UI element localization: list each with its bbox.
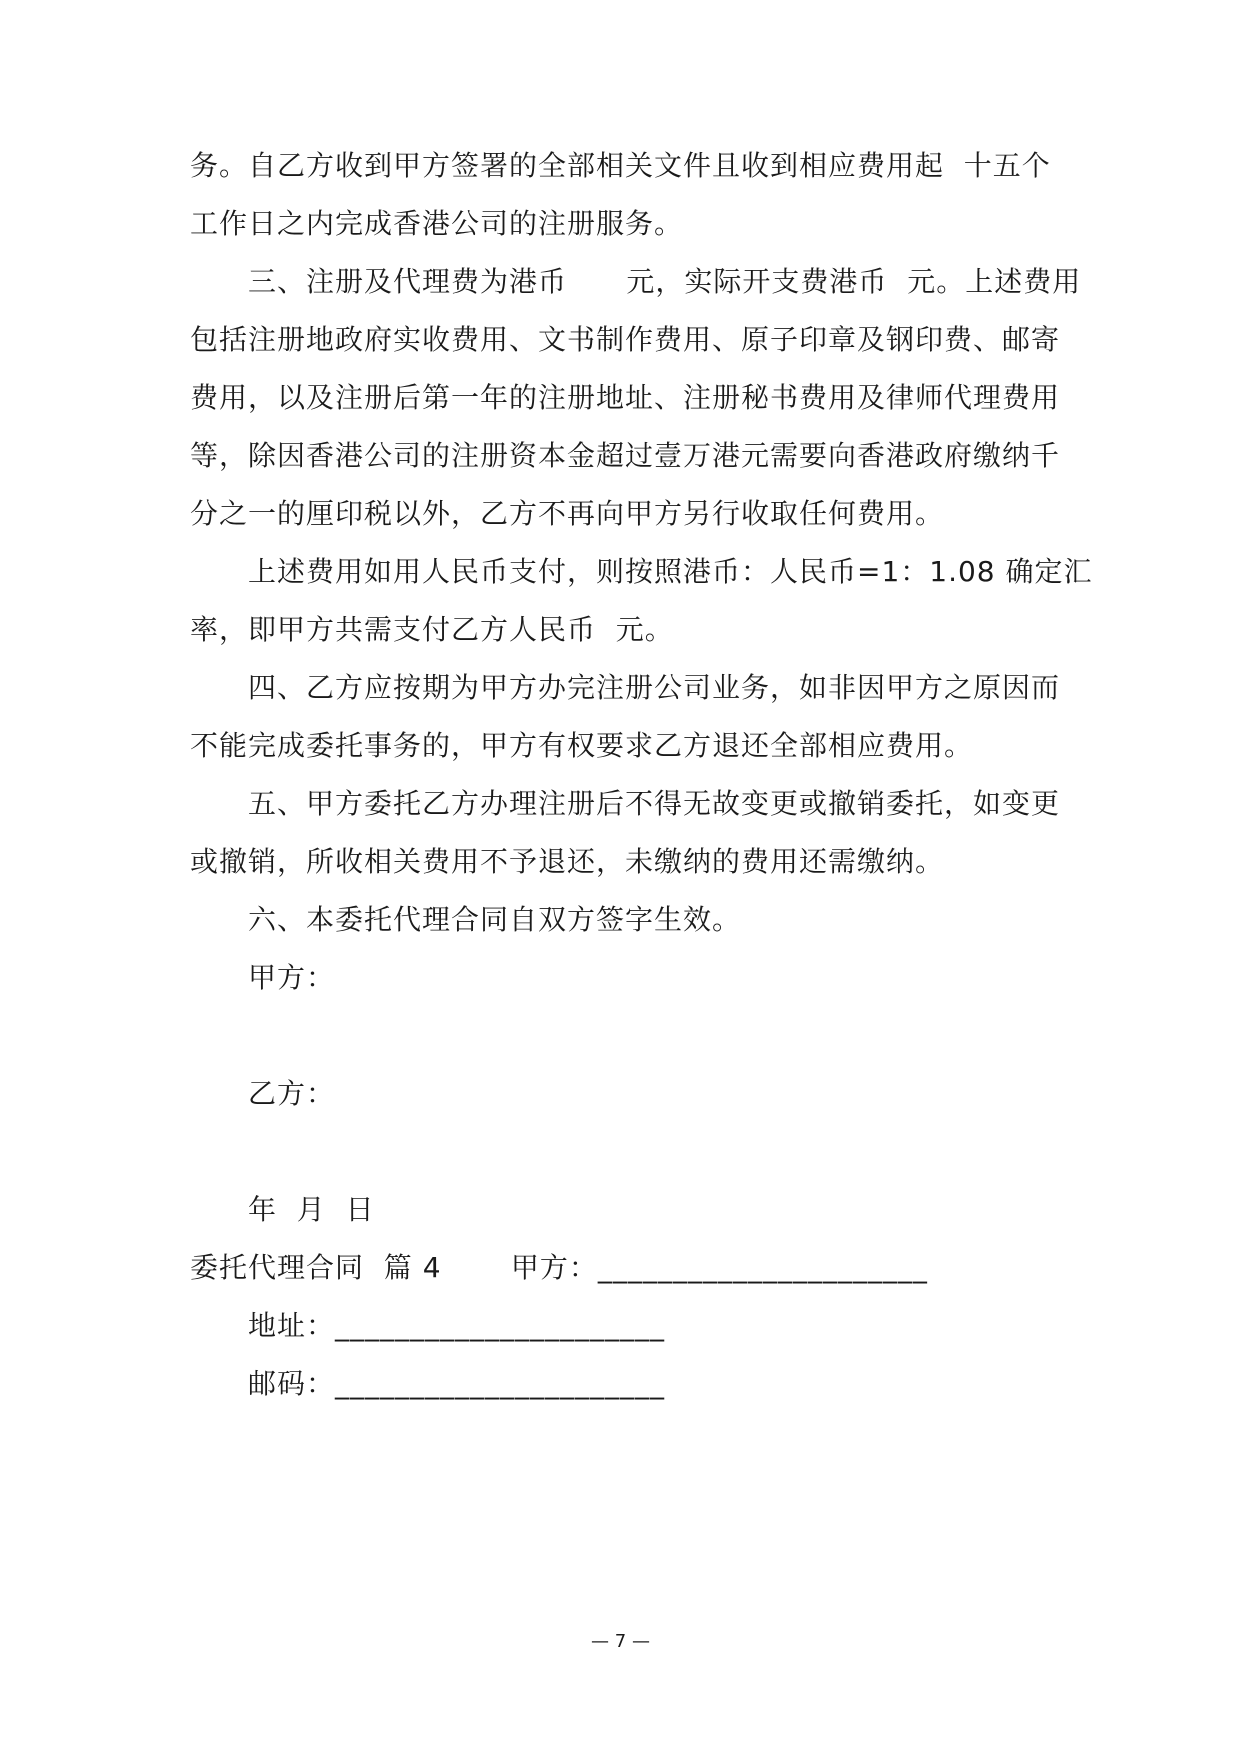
paragraph-line: 或撤销，所收相关费用不予退还，未缴纳的费用还需缴纳。	[190, 845, 945, 878]
contract-title-line: 委托代理合同 篇 4 甲方：______________________	[190, 1251, 928, 1284]
paragraph-line: 包括注册地政府实收费用、文书制作费用、原子印章及钢印费、邮寄	[190, 323, 1061, 356]
clause-three-line: 三、注册及代理费为港币 元，实际开支费港币 元。上述费用	[248, 265, 1082, 298]
paragraph-line: 不能完成委托事务的，甲方有权要求乙方退还全部相应费用。	[190, 729, 974, 762]
party-a-signature-label: 甲方：	[248, 961, 336, 994]
clause-six-line: 六、本委托代理合同自双方签字生效。	[248, 903, 742, 936]
paragraph-line: 率，即甲方共需支付乙方人民币 元。	[190, 613, 674, 646]
exchange-rate-line: 上述费用如用人民币支付，则按照港币：人民币=1：1.08 确定汇	[248, 555, 1093, 588]
paragraph-line: 分之一的厘印税以外，乙方不再向甲方另行收取任何费用。	[190, 497, 945, 530]
paragraph-line: 费用，以及注册后第一年的注册地址、注册秘书费用及律师代理费用	[190, 381, 1061, 414]
date-line: 年 月 日	[248, 1193, 375, 1226]
paragraph-line: 等，除因香港公司的注册资本金超过壹万港元需要向香港政府缴纳千	[190, 439, 1061, 472]
paragraph-line: 务。自乙方收到甲方签署的全部相关文件且收到相应费用起 十五个	[190, 149, 1051, 182]
page-number: — 7 —	[591, 1631, 650, 1652]
postcode-field-line: 邮码：______________________	[248, 1367, 666, 1400]
party-b-signature-label: 乙方：	[248, 1077, 336, 1110]
clause-five-line: 五、甲方委托乙方办理注册后不得无故变更或撤销委托，如变更	[248, 787, 1061, 820]
clause-four-line: 四、乙方应按期为甲方办完注册公司业务，如非因甲方之原因而	[248, 671, 1061, 704]
paragraph-line: 工作日之内完成香港公司的注册服务。	[190, 207, 684, 240]
address-field-line: 地址：______________________	[248, 1309, 666, 1342]
